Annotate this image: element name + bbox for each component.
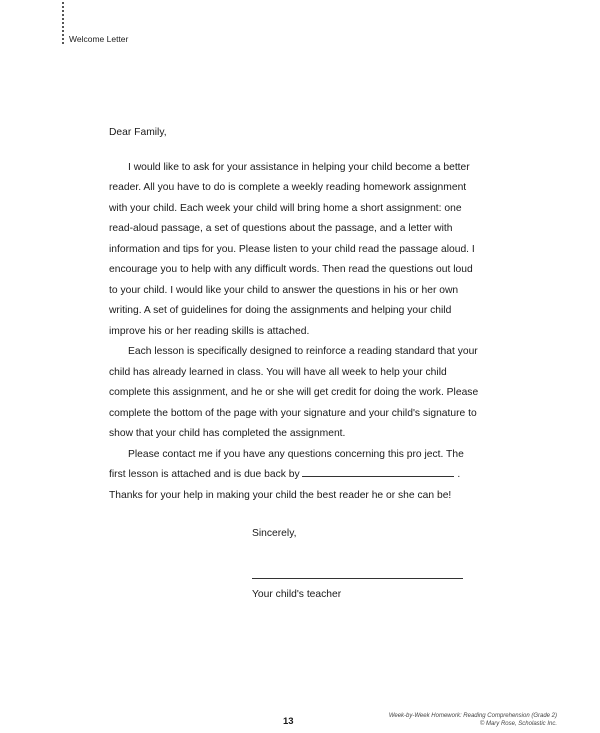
contact-text-end: . Thanks for your help in making your child the best reader he or she can be! <box>109 469 461 501</box>
salutation: Dear Family, <box>109 127 167 138</box>
paragraph-contact <box>109 445 481 507</box>
section-label: Welcome Letter <box>69 34 129 44</box>
credit-line <box>389 712 557 728</box>
signature-caption: Your child's teacher <box>252 589 342 600</box>
closing: Sincerely, <box>252 528 297 539</box>
dotted-margin-rule <box>62 2 64 44</box>
paragraph-assistance: I would like to ask for your assistance in helping your child become a better reader. All you have to do is complete a weekly reading homework assignment with your child. Each week your child will bring home a short assignment: one read-aloud passage, a set of questions about the passage, and a letter with information and tips for you. Please listen to your child read the passage aloud. I encourage you to help with any difficult words. Then read the questions out loud to your child. I would like your child to answer the questions in his or her own writing. A set of guidelines for doing the assignments and helping your child improve his or her reading skills is attached. <box>109 161 475 337</box>
credit-copyright: © Mary Rose, Scholastic Inc. <box>479 721 557 727</box>
signature-line <box>252 578 463 579</box>
credit-title: Week-by-Week Homework: Reading Comprehension (Grade 2) <box>388 713 557 719</box>
letter-body <box>109 123 481 506</box>
page-number: 13 <box>283 716 294 727</box>
contact-text: Please contact me if you have any questions concerning this pro ject. The first lesson is attached and is due back by <box>109 448 464 480</box>
due-date-blank[interactable] <box>302 467 454 477</box>
paragraph-lesson: Each lesson is specifically designed to reinforce a reading standard that your child has already learned in class. You will have all week to help your child complete this assignment, and he or she will get credit for doing the work. Please complete the bottom of the page with your signature and your child's signature to show that your child has completed the assignment. <box>109 346 479 439</box>
